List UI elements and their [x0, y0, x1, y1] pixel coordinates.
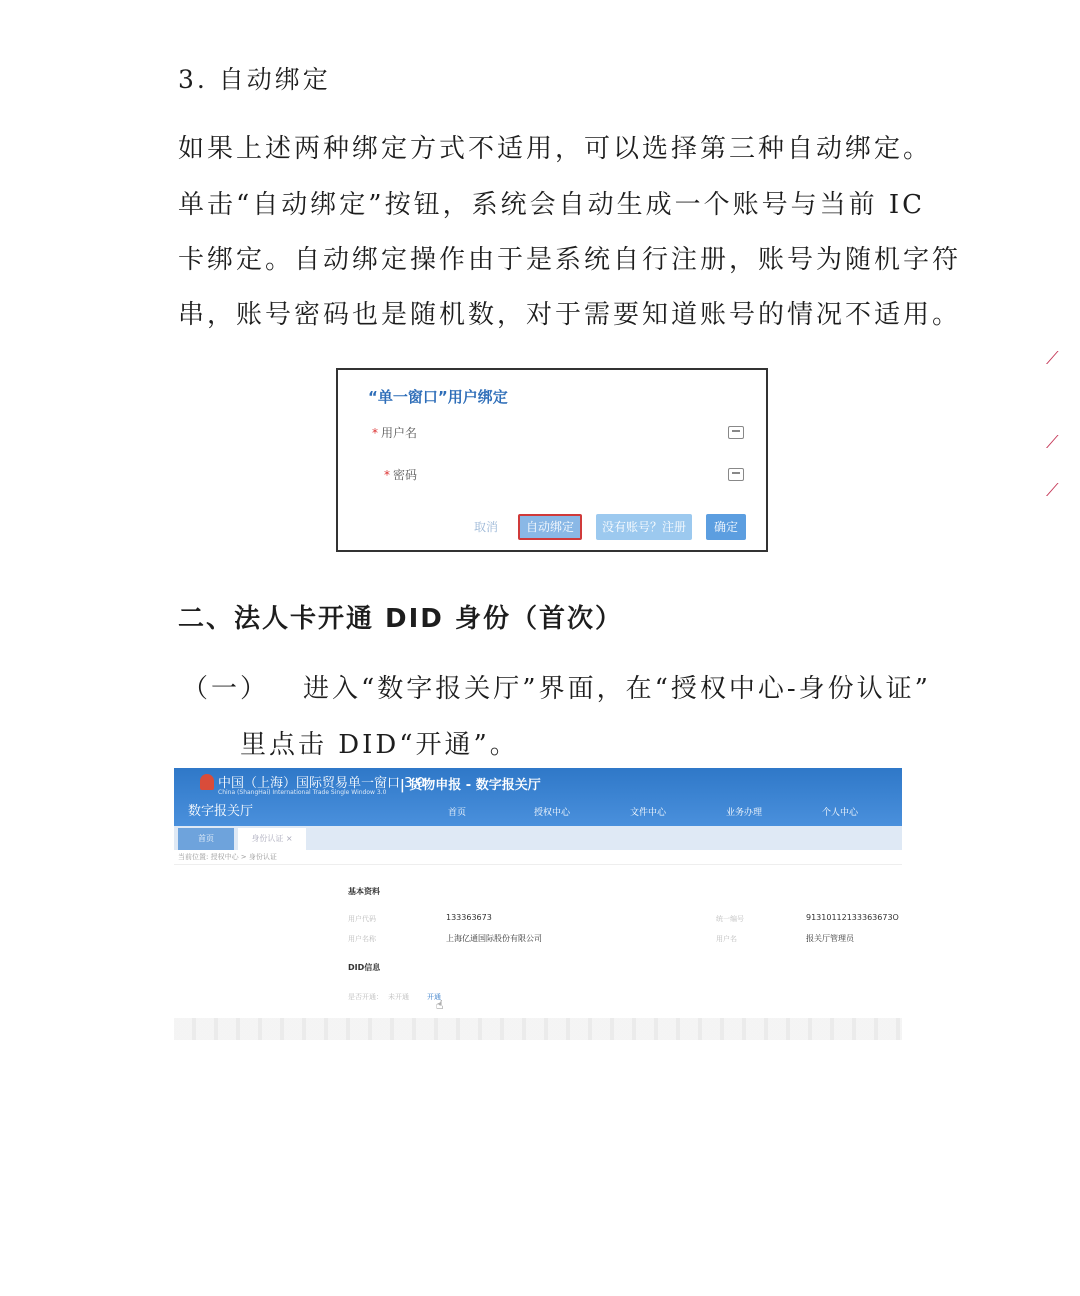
- confirm-button[interactable]: 确定: [706, 514, 746, 540]
- margin-mark: ⟋: [1046, 348, 1059, 369]
- row-label: 用户名: [716, 935, 737, 943]
- row-value: 上海亿通国际股份有限公司: [446, 934, 542, 943]
- did-info-title: DID信息: [348, 963, 381, 972]
- did-status-label: 是否开通：: [348, 993, 383, 1001]
- auto-bind-button[interactable]: 自动绑定: [518, 514, 582, 540]
- logo-icon: [200, 774, 214, 790]
- did-status-value: 未开通: [388, 993, 409, 1001]
- step-one-line-2: 里点击 DID“开通”。: [240, 730, 519, 760]
- tab-identity-auth[interactable]: 身份认证 ×: [238, 828, 306, 850]
- portal-site-title: 中国（上海）国际贸易单一窗口 3.0: [218, 776, 425, 791]
- nav-auth-center[interactable]: 授权中心: [534, 808, 571, 818]
- paragraph-line-1: 如果上述两种绑定方式不适用，可以选择第三种自动绑定。: [178, 134, 933, 164]
- username-label-text: 用户名: [381, 426, 418, 440]
- portal-bar-title: | 货物申报 - 数字报关厅: [400, 778, 541, 793]
- dialog-title: “单一窗口”用户绑定: [368, 388, 508, 406]
- hand-cursor-icon: ☝: [436, 998, 444, 1012]
- paragraph-line-3: 卡绑定。自动绑定操作由于是系统自行注册，账号为随机字符: [178, 245, 962, 275]
- portal-site-subtitle: China (ShangHai) International Trade Single Window 3.0: [218, 789, 387, 796]
- required-marker: *: [384, 468, 390, 482]
- portal-screenshot: [174, 768, 902, 1040]
- step-marker: （一）: [182, 674, 270, 704]
- password-label-text: 密码: [393, 468, 418, 482]
- paragraph-line-2: 单击“自动绑定”按钮，系统会自动生成一个账号与当前 IC: [178, 190, 926, 220]
- nav-file-center[interactable]: 文件中心: [630, 808, 667, 818]
- system-name: 数字报关厅: [188, 804, 254, 819]
- required-marker: *: [372, 426, 378, 440]
- row-label: 用户代码: [348, 915, 376, 923]
- row-label: 用户名称: [348, 935, 376, 943]
- card-icon: [728, 426, 744, 439]
- register-button[interactable]: 没有账号？注册: [596, 514, 692, 540]
- did-open-link[interactable]: 开通: [427, 993, 441, 1001]
- cancel-button[interactable]: 取消: [473, 520, 498, 534]
- step-one-text: 进入“数字报关厅”界面，在“授权中心-身份认证”: [303, 674, 931, 704]
- section-heading-did: 二、法人卡开通 DID 身份（首次）: [178, 604, 623, 634]
- tab-home[interactable]: 首页: [178, 828, 234, 850]
- nav-business[interactable]: 业务办理: [726, 808, 763, 818]
- basic-info-title: 基本资料: [348, 887, 380, 896]
- row-value: 报关厅管理员: [806, 934, 854, 943]
- nav-personal-center[interactable]: 个人中心: [822, 808, 859, 818]
- margin-mark: ⟋: [1046, 432, 1059, 453]
- row-label: 统一编号: [716, 915, 744, 923]
- username-field[interactable]: [372, 418, 748, 442]
- nav-home[interactable]: 首页: [448, 808, 467, 818]
- divider: [174, 864, 902, 865]
- user-bind-dialog: [336, 368, 768, 552]
- blurred-footer: [174, 1018, 902, 1040]
- margin-mark: ⟋: [1046, 480, 1059, 501]
- password-field[interactable]: [384, 460, 748, 484]
- row-value: 133363673: [446, 913, 492, 922]
- row-value: 91310112133363673O: [806, 913, 899, 922]
- step-one-line-1: [182, 668, 931, 705]
- section-heading-auto-bind: 3. 自动绑定: [178, 65, 331, 94]
- paragraph-line-4: 串，账号密码也是随机数，对于需要知道账号的情况不适用。: [178, 300, 962, 330]
- card-icon: [728, 468, 744, 481]
- breadcrumb: 当前位置: 授权中心 > 身份认证: [178, 853, 277, 861]
